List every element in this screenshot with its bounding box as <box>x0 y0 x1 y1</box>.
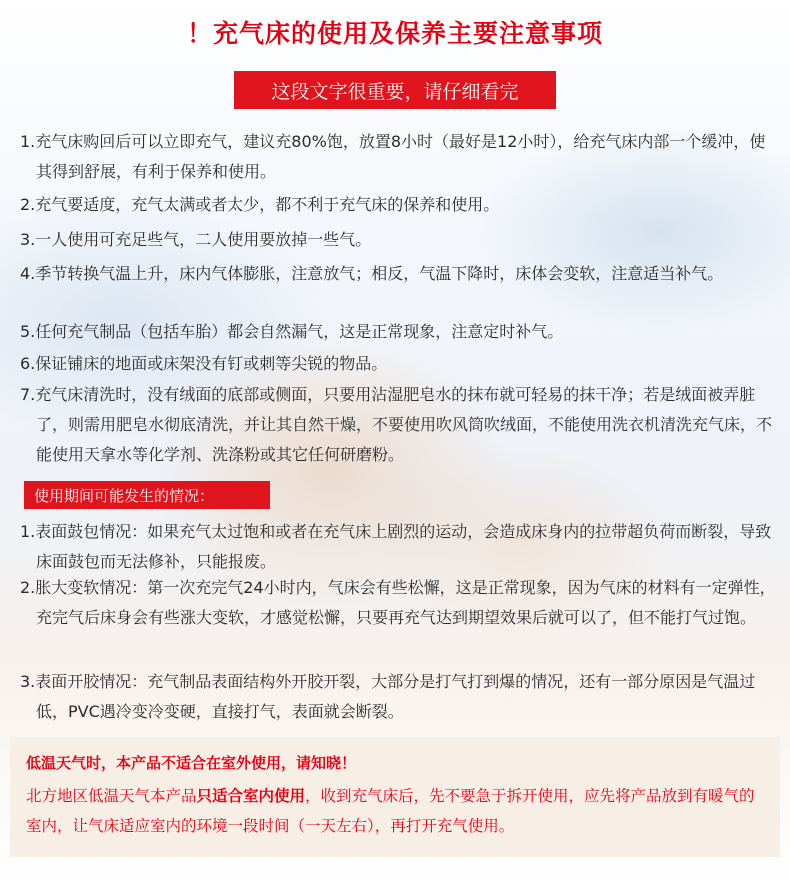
low-temperature-notice <box>10 737 780 857</box>
notice-body-emphasis: 只适合室内使用 <box>196 787 306 805</box>
page-title: ！充气床的使用及保养主要注意事项 <box>186 19 603 48</box>
notice-body-text: ，收到充气床后，先不要急于拆开使用，应先将产品放到有暖气的室内，让气床适应室内的环境一段时间（一天左右），再打开充气使用。 <box>26 787 755 835</box>
notice-body-text: 北方地区低温天气本产品 <box>26 787 197 805</box>
section-label: 使用期间可能发生的情况： <box>24 481 270 509</box>
usage-item: 2.充气要适度，充气太满或者太少，都不利于充气床的保养和使用。 <box>20 195 500 214</box>
usage-item: 4.季节转换气温上升，床内气体膨胀，注意放气；相反，气温下降时，床体会变软，注意适当补气。 <box>20 264 724 283</box>
usage-item: 3.一人使用可充足些气，二人使用要放掉一些气。 <box>20 230 372 249</box>
notice-body <box>26 781 766 841</box>
situation-item: 2.胀大变软情况：第一次充完气24小时内，气床会有些松懈，这是正常现象，因为气床的材料有一定弹性，充完气后床身会有些涨大变软，才感觉松懈，只要再充气达到期望效果后就可以了，但不能打气过饱。 <box>20 578 776 627</box>
usage-item: 5.任何充气制品（包括车胎）都会自然漏气，这是正常现象，注意定时补气。 <box>20 322 564 341</box>
situation-item: 1.表面鼓包情况：如果充气太过饱和或者在充气床上剧烈的运动，会造成床身内的拉带超负荷而断裂，导致床面鼓包而无法修补，只能报废。 <box>20 522 772 571</box>
usage-item: 1.充气床购回后可以立即充气，建议充80%饱，放置8小时（最好是12小时），给充气床内部一个缓冲，使其得到舒展，有利于保养和使用。 <box>20 132 766 181</box>
subtitle-badge: 这段文字很重要，请仔细看完 <box>234 71 556 109</box>
usage-item: 7.充气床清洗时，没有绒面的底部或侧面，只要用沾湿肥皂水的抹布就可轻易的抹干净；若是绒面被弄脏了，则需用肥皂水彻底清洗，并让其自然干燥，不要使用吹风筒吹绒面，不能使用洗衣机清洗充气床，不能使用天拿水等化学剂、洗涤粉或其它任何研磨粉。 <box>20 385 773 464</box>
situation-item: 3.表面开胶情况：充气制品表面结构外开胶开裂，大部分是打气打到爆的情况，还有一部分原因是气温过低，PVC遇冷变冷变硬，直接打气，表面就会断裂。 <box>20 672 756 721</box>
notice-title: 低温天气时，本产品不适合在室外使用，请知晓！ <box>26 754 357 772</box>
usage-item: 6.保证铺床的地面或床架没有钉或刺等尖锐的物品。 <box>20 354 388 373</box>
